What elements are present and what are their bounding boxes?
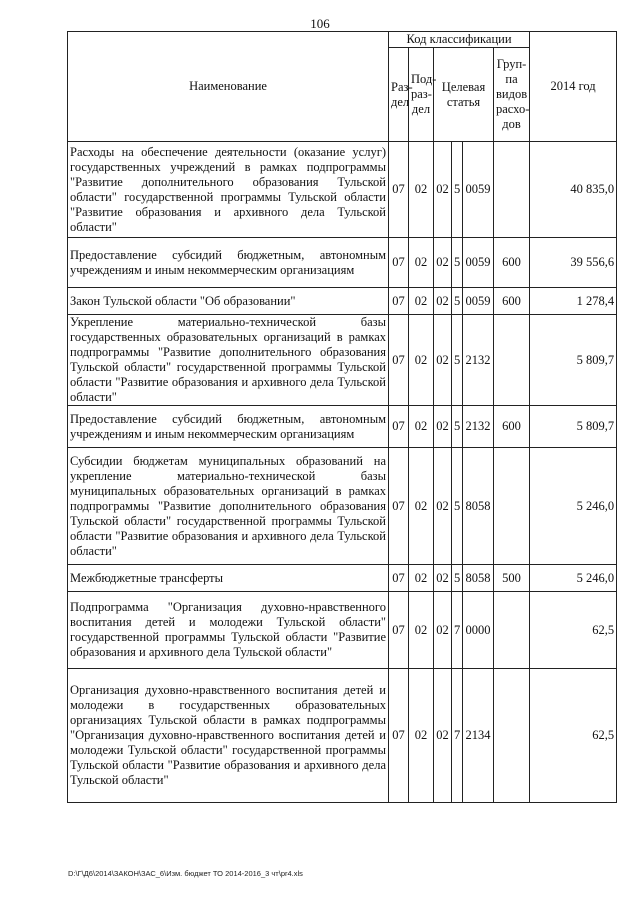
row-podrazdel: 02 <box>409 315 434 406</box>
row-amount: 40 835,0 <box>530 142 617 238</box>
row-podrazdel: 02 <box>409 565 434 592</box>
row-razdel: 07 <box>389 315 409 406</box>
row-expense-group <box>494 669 530 803</box>
table-row <box>68 448 617 565</box>
row-name: Межбюджетные трансферты <box>68 565 389 592</box>
row-amount: 5 809,7 <box>530 406 617 448</box>
row-razdel: 07 <box>389 592 409 669</box>
row-expense-group <box>494 448 530 565</box>
row-name: Предоставление субсидий бюджетным, автономным учреждениям и иным некоммерческим организациям <box>68 238 389 288</box>
table-row <box>68 669 617 803</box>
row-razdel: 07 <box>389 406 409 448</box>
row-target-subprogram: 5 <box>452 406 463 448</box>
row-target-program: 02 <box>434 142 452 238</box>
row-name: Субсидии бюджетам муниципальных образований на укрепление материально-технической базы муниципальных образовательных организаций в рамках подпрограммы "Развитие дополнительного образования Тульской области" государственной программы Тульской области "Развитие образования и архивного дела Тульской области" <box>68 448 389 565</box>
row-target-code: 0059 <box>463 142 494 238</box>
row-target-subprogram: 5 <box>452 315 463 406</box>
row-target-code: 2134 <box>463 669 494 803</box>
row-amount: 62,5 <box>530 669 617 803</box>
row-razdel: 07 <box>389 448 409 565</box>
row-podrazdel: 02 <box>409 238 434 288</box>
row-expense-group <box>494 142 530 238</box>
row-expense-group <box>494 315 530 406</box>
row-podrazdel: 02 <box>409 142 434 238</box>
row-target-program: 02 <box>434 565 452 592</box>
row-target-code: 8058 <box>463 565 494 592</box>
header-group: Груп-па видов расхо-дов <box>494 48 530 142</box>
row-podrazdel: 02 <box>409 592 434 669</box>
table-row <box>68 238 617 288</box>
row-target-code: 0059 <box>463 288 494 315</box>
row-name: Подпрограмма "Организация духовно-нравственного воспитания детей и молодежи Тульской области" государственной программы Тульской области "Развитие образования и архивного дела Тульской области" <box>68 592 389 669</box>
row-target-program: 02 <box>434 288 452 315</box>
table-row <box>68 406 617 448</box>
row-target-program: 02 <box>434 238 452 288</box>
row-podrazdel: 02 <box>409 406 434 448</box>
header-code: Код классификации <box>389 32 530 48</box>
row-razdel: 07 <box>389 238 409 288</box>
row-razdel: 07 <box>389 288 409 315</box>
row-target-code: 0059 <box>463 238 494 288</box>
row-amount: 5 246,0 <box>530 565 617 592</box>
page-number: 106 <box>310 16 330 31</box>
row-podrazdel: 02 <box>409 288 434 315</box>
row-podrazdel: 02 <box>409 448 434 565</box>
header-year: 2014 год <box>530 32 617 142</box>
header-target: Целевая статья <box>434 48 494 142</box>
row-name: Расходы на обеспечение деятельности (оказание услуг) государственных учреждений в рамках подпрограммы "Развитие дополнительного образования Тульской области" государственной программы Тульской области "Развитие образования и архивного дела Тульской области" <box>68 142 389 238</box>
row-target-program: 02 <box>434 592 452 669</box>
row-podrazdel: 02 <box>409 669 434 803</box>
budget-table <box>67 31 617 803</box>
row-razdel: 07 <box>389 565 409 592</box>
row-name: Организация духовно-нравственного воспитания детей и молодежи в государственных образовательных организациях Тульской области в рамках подпрограммы "Организация духовно-нравственного воспитания детей и молодежи Тульской области" государственной программы Тульской области "Развитие образования и архивного дела Тульской области" <box>68 669 389 803</box>
row-amount: 5 809,7 <box>530 315 617 406</box>
row-name: Предоставление субсидий бюджетным, автономным учреждениям и иным некоммерческим организациям <box>68 406 389 448</box>
row-name: Укрепление материально-технической базы государственных образовательных организаций в рамках подпрограммы "Развитие дополнительного образования Тульской области" государственной программы Тульской области "Развитие образования и архивного дела Тульской области" <box>68 315 389 406</box>
header-razdel: Раз-дел <box>389 48 409 142</box>
table-row <box>68 315 617 406</box>
row-expense-group: 600 <box>494 406 530 448</box>
row-target-subprogram: 5 <box>452 565 463 592</box>
row-expense-group: 500 <box>494 565 530 592</box>
row-target-code: 2132 <box>463 315 494 406</box>
row-target-program: 02 <box>434 669 452 803</box>
header-podrazdel: Под-раз-дел <box>409 48 434 142</box>
row-target-subprogram: 5 <box>452 288 463 315</box>
row-expense-group: 600 <box>494 288 530 315</box>
row-target-program: 02 <box>434 448 452 565</box>
row-target-code: 2132 <box>463 406 494 448</box>
table-row <box>68 142 617 238</box>
row-target-program: 02 <box>434 315 452 406</box>
row-target-subprogram: 5 <box>452 142 463 238</box>
row-amount: 62,5 <box>530 592 617 669</box>
row-target-subprogram: 7 <box>452 669 463 803</box>
row-target-subprogram: 5 <box>452 448 463 565</box>
row-expense-group: 600 <box>494 238 530 288</box>
row-target-code: 0000 <box>463 592 494 669</box>
table-row <box>68 565 617 592</box>
row-amount: 39 556,6 <box>530 238 617 288</box>
row-target-subprogram: 5 <box>452 238 463 288</box>
row-target-subprogram: 7 <box>452 592 463 669</box>
table-row <box>68 592 617 669</box>
row-razdel: 07 <box>389 142 409 238</box>
header-name: Наименование <box>68 32 389 142</box>
row-name: Закон Тульской области "Об образовании" <box>68 288 389 315</box>
row-expense-group <box>494 592 530 669</box>
table-row <box>68 288 617 315</box>
row-amount: 5 246,0 <box>530 448 617 565</box>
row-amount: 1 278,4 <box>530 288 617 315</box>
row-razdel: 07 <box>389 669 409 803</box>
footer-file-path: D:\Г\Д6\2014\ЗАКОН\ЗАС_6\Изм. бюджет ТО 2014-2016_3 чт\pr4.xls <box>68 869 303 878</box>
row-target-code: 8058 <box>463 448 494 565</box>
row-target-program: 02 <box>434 406 452 448</box>
